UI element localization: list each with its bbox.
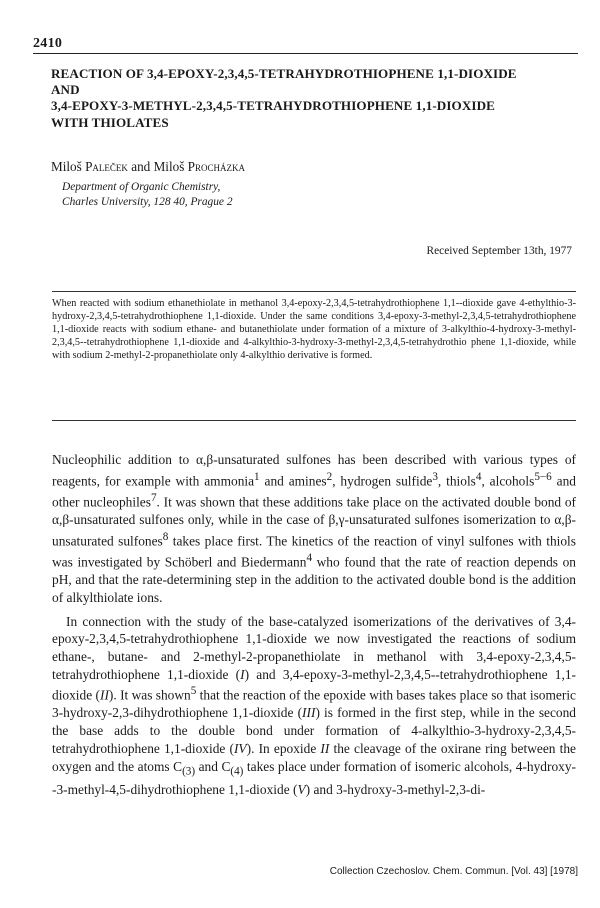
received-date: Received September 13th, 1977 [426, 245, 572, 257]
authors [51, 159, 245, 175]
author1-first-name: Miloš [51, 159, 82, 174]
page-number: 2410 [33, 36, 63, 51]
reference-number: 4 [475, 470, 482, 483]
title-line: 3,4-EPOXY-3-METHYL-2,3,4,5-TETRAHYDROTHIOPHENE 1,1-DIOXIDE [51, 98, 495, 114]
journal-footer: Collection Czechoslov. Chem. Commun. [Vol. 43] [1978] [329, 866, 578, 877]
title-line: REACTION OF 3,4-EPOXY-2,3,4,5-TETRAHYDROTHIOPHENE 1,1-DIOXIDE [51, 66, 517, 81]
author1-last-name: Paleček [85, 159, 128, 174]
atom-position: (3) [182, 765, 196, 778]
reference-number: 8 [162, 530, 169, 543]
reference-number: 3 [432, 470, 438, 483]
header-rule [33, 53, 578, 54]
title-line: WITH THIOLATES [51, 114, 169, 130]
article-title [51, 66, 571, 131]
paragraph-1: Nucleophilic addition to α,β-unsaturated sulfones has been described with various types of reagents, for example with ammonia$^1$ and amines$^2$, hydrogen sulfide$^3$, thiols$^4$, alcohols$^{5-6}$ and other nucleophiles$^7$. It was shown that these additions take place on the activated double bond of α,β-unsaturated sulfones only, while in the case of β,γ-unsaturated sulfones isomerization to α,β-unsaturated sulfones$^8$ takes place first. The kinetics of the reaction of vinyl sulfones with thiols was investigated by Schöberl and Biedermann$^4$ who found that the rate of reaction depends on pH, and that the rate-determining step in the addition to the activated double bond is the addition of alkylthiolate ions. [52, 452, 576, 605]
author2-last-name: Procházka [187, 159, 245, 174]
reference-number: 5−6 [534, 470, 552, 483]
title-line: AND [51, 82, 80, 98]
author2-first-name: Miloš [153, 159, 185, 174]
affiliation-line: Department of Organic Chemistry, [62, 181, 221, 193]
abstract-rule-top [52, 291, 576, 292]
affiliation-line: Charles University, 128 40, Prague 2 [62, 195, 233, 208]
affiliation [62, 180, 233, 210]
compound-label: II [320, 740, 330, 756]
author-conjunction: and [131, 159, 151, 174]
reference-number: 7 [150, 491, 157, 504]
compound-label: V [297, 781, 306, 797]
reference-number: 2 [326, 470, 333, 483]
compound-label: IV [233, 740, 247, 756]
body-text [52, 451, 576, 799]
compound-label: I [240, 666, 245, 682]
reference-number: 5 [190, 685, 197, 698]
reference-number: 1 [254, 470, 260, 483]
abstract: When reacted with sodium ethanethiolate in methanol 3,4-epoxy-2,3,4,5-tetrahydrothiophene 1,1--dioxide gave 4-ethylthio-3-hydroxy-2,3,4,5-tetrahydrothiophene 1,1-dioxide. Under the same conditions 3,4-epoxy-3-methyl-2,3,4,5-tetrahydrothiophene 1,1-dioxide reacts with sodium ethane- and butanethiolate under formation of a mixture of 3-alkylthio-4-hydroxy-3-methyl-2,3,4,5--tetrahydrothiophene 1,1-dioxide and 4-alkylthio-3-hydroxy-3-methyl-2,3,4,5-tetrahydrothio phene 1,1-dioxide, while with sodium 2-methyl-2-propanethiolate only 4-alkylthio derivative is formed. [52, 298, 576, 362]
atom-position: (4) [230, 765, 244, 778]
compound-label: II [99, 687, 109, 703]
abstract-rule-bottom [52, 420, 576, 421]
reference-number: 4 [306, 551, 313, 564]
compound-label: III [302, 705, 316, 721]
paragraph-2: In connection with the study of the base-catalyzed isomerizations of the derivatives of 3,4-epoxy-2,3,4,5-tetrahydrothiophene 1,1-dioxide we now investigated the reactions of sodium ethane-, butane- and 2-methyl-2-propanethiolate in methanol with 3,4-epoxy-2,3,4,5-tetrahydrothiophene 1,1-dioxide (I) and 3,4-epoxy-3-methyl-2,3,4,5--tetrahydrothiophene 1,1-dioxide (II). It was shown$^5$ that the reaction of the epoxide with bases takes place so that isomeric 3-hydroxy-2,3-dihydrothiophene 1,1-dioxide (III) is formed in the first step, while in the second the base adds to the double bond under formation of 4-alkylthio-3-hydroxy-2,3,4,5-tetrahydrothiophene 1,1-dioxide (IV). In epoxide II the cleavage of the oxirane ring between the oxygen and the atoms $C_{(3)}$ and $C_{(4)}$ takes place under formation of isomeric alcohols, 4-hydroxy--3-methyl-4,5-dihydrothiophene 1,1-dioxide (V) and 3-hydroxy-3-methyl-2,3-di- [52, 613, 577, 797]
